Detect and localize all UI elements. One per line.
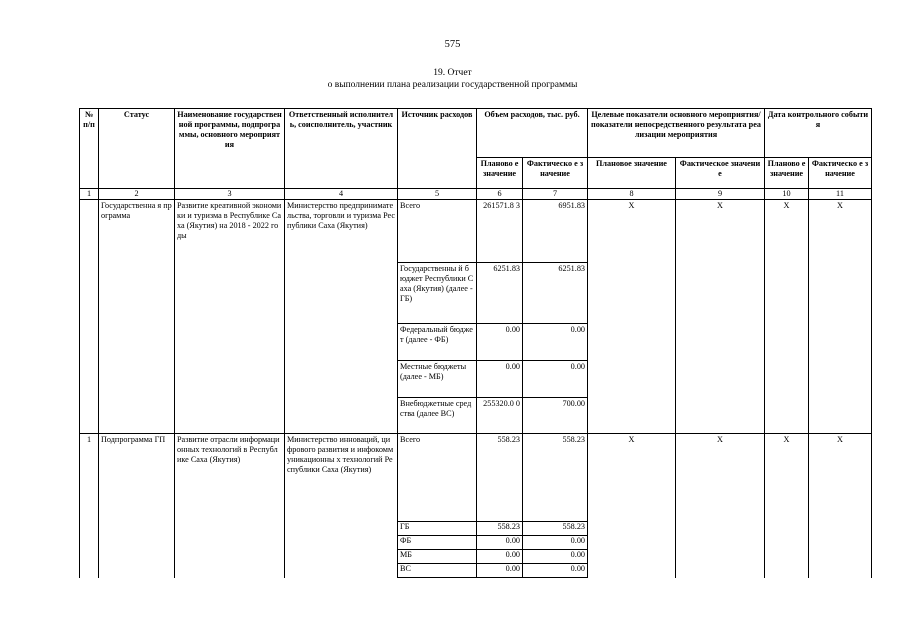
date-actual-cell: X [809, 434, 872, 578]
program-status: Государственна я программа [99, 200, 175, 434]
header-source: Источник расходов [398, 109, 477, 189]
planned-cell: 0.00 [477, 361, 523, 398]
actual-cell: 6251.83 [523, 263, 588, 324]
header-date-actual: Фактическо е значение [809, 158, 872, 189]
actual-cell: 0.00 [523, 361, 588, 398]
source-cell: МБ [398, 550, 477, 564]
report-title: 19. Отчет [433, 68, 472, 78]
col-number: 9 [676, 189, 765, 200]
header-date-planned: Планово е значение [765, 158, 809, 189]
subprogram-num: 1 [80, 434, 99, 578]
program-name: Развитие креативной экономики и туризма в Республике Саха (Якутия) на 2018 - 2022 годы [175, 200, 285, 434]
source-cell: Всего [398, 434, 477, 522]
header-num: № п/п [80, 109, 99, 189]
header-row-1 [80, 109, 872, 158]
header-volume: Объем расходов, тыс. руб. [477, 109, 588, 158]
source-cell: ФБ [398, 536, 477, 550]
subprogram-name: Развитие отрасли информационных технологий в Республике Саха (Якутия) [175, 434, 285, 578]
planned-cell: 558.23 [477, 434, 523, 522]
actual-cell: 700.00 [523, 398, 588, 434]
page-number: 575 [444, 39, 461, 50]
planned-cell: 0.00 [477, 550, 523, 564]
table-row [80, 200, 872, 263]
actual-cell: 558.23 [523, 522, 588, 536]
target-planned-cell: X [588, 434, 676, 578]
col-number: 6 [477, 189, 523, 200]
column-numbers-row [80, 189, 872, 200]
source-cell: Всего [398, 200, 477, 263]
header-targets-actual: Фактическое значение [676, 158, 765, 189]
header-targets-planned: Плановое значение [588, 158, 676, 189]
target-actual-cell: X [676, 200, 765, 434]
planned-cell: 0.00 [477, 324, 523, 361]
source-cell: Государственны й бюджет Республики Саха (Якутия) (далее - ГБ) [398, 263, 477, 324]
col-number: 4 [285, 189, 398, 200]
program-executor: Министерство предпринимательства, торговли и туризма Республики Саха (Якутия) [285, 200, 398, 434]
actual-cell: 0.00 [523, 536, 588, 550]
date-planned-cell: X [765, 200, 809, 434]
report-table [79, 108, 872, 578]
actual-cell: 6951.83 [523, 200, 588, 263]
header-date: Дата контрольного события [765, 109, 872, 158]
col-number: 3 [175, 189, 285, 200]
source-cell: Внебюджетные средства (далее ВС) [398, 398, 477, 434]
target-actual-cell: X [676, 434, 765, 578]
table-row [80, 434, 872, 522]
header-status: Статус [99, 109, 175, 189]
planned-cell: 261571.8 3 [477, 200, 523, 263]
header-name: Наименование государственной программы, подпрограммы, основного мероприятия [175, 109, 285, 189]
source-cell: ГБ [398, 522, 477, 536]
source-cell: Местные бюджеты (далее - МБ) [398, 361, 477, 398]
planned-cell: 6251.83 [477, 263, 523, 324]
planned-cell: 0.00 [477, 536, 523, 550]
planned-cell: 558.23 [477, 522, 523, 536]
date-planned-cell: X [765, 434, 809, 578]
col-number: 10 [765, 189, 809, 200]
subprogram-executor: Министерство инноваций, цифрового развития и инфокоммуникационны х технологий Республики Саха (Якутия) [285, 434, 398, 578]
col-number: 7 [523, 189, 588, 200]
col-number: 8 [588, 189, 676, 200]
header-targets: Целевые показатели основного мероприятия/показатели непосредственного результата реализации мероприятия [588, 109, 765, 158]
col-number: 2 [99, 189, 175, 200]
col-number: 1 [80, 189, 99, 200]
program-num [80, 200, 99, 434]
header-volume-planned: Планово е значение [477, 158, 523, 189]
date-actual-cell: X [809, 200, 872, 434]
report-subtitle: о выполнении плана реализации государственной программы [327, 80, 578, 90]
header-volume-actual: Фактическо е значение [523, 158, 588, 189]
planned-cell: 255320.0 0 [477, 398, 523, 434]
actual-cell: 558.23 [523, 434, 588, 522]
target-planned-cell: X [588, 200, 676, 434]
planned-cell: 0.00 [477, 564, 523, 578]
col-number: 5 [398, 189, 477, 200]
header-executor: Ответственный исполнитель, соисполнитель, участник [285, 109, 398, 189]
col-number: 11 [809, 189, 872, 200]
actual-cell: 0.00 [523, 324, 588, 361]
source-cell: Федеральный бюджет (далее - ФБ) [398, 324, 477, 361]
subprogram-status: Подпрограмма ГП [99, 434, 175, 578]
source-cell: ВС [398, 564, 477, 578]
actual-cell: 0.00 [523, 550, 588, 564]
actual-cell: 0.00 [523, 564, 588, 578]
